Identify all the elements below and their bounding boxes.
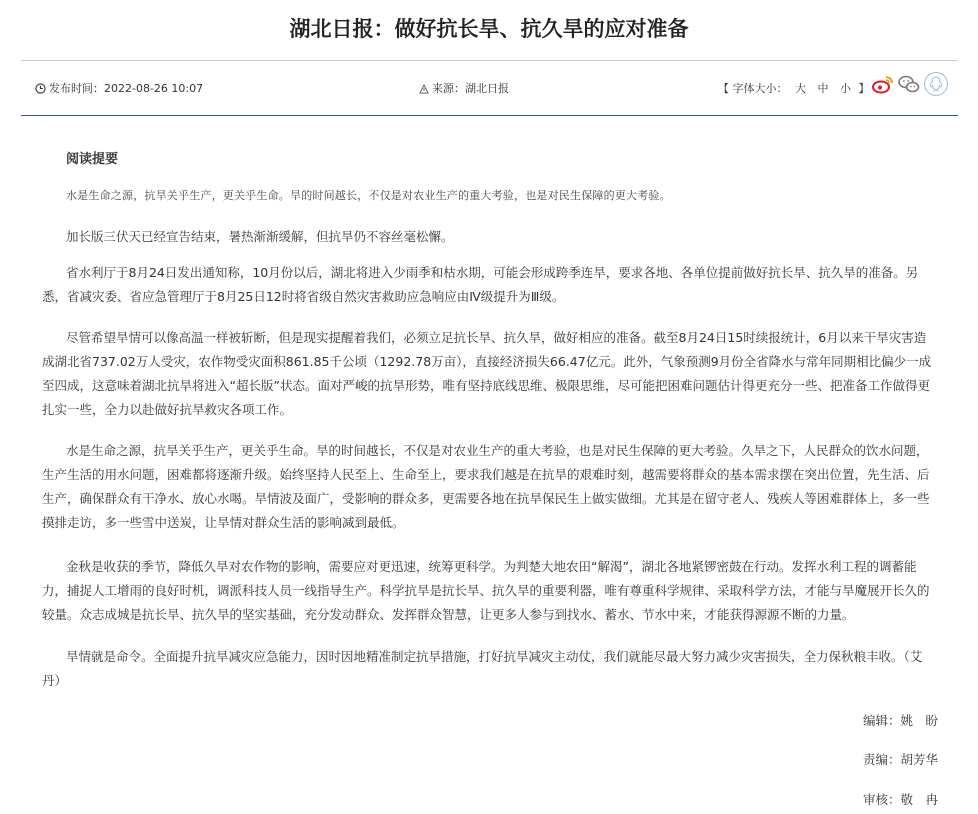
font-size-small-button[interactable]: 小 <box>840 82 851 95</box>
weibo-share-icon[interactable] <box>871 72 895 96</box>
font-bracket-close: 】 <box>858 82 870 95</box>
paragraph-2: 省水利厅于8月24日发出通知称，10月份以后，湖北将进入少雨季和枯水期，可能会形成跨季连旱，要求各地、各单位提前做好抗长旱、抗久旱的准备。另悉，省减灾委、省应急管理厅于8月25日12时将省级自然灾害救助应急响应由Ⅳ级提升为Ⅲ级。 <box>42 265 919 304</box>
editor-credit: 编辑：姚 盼 <box>862 713 938 728</box>
paragraph-3: 尽管希望旱情可以像高温一样被斩断，但是现实提醒着我们，必须立足抗长旱、抗久旱，做好相应的准备。截至8月24日15时续报统计，6月以来干旱灾害造成湖北省737.02万人受灾，农作物受灾面积861.85千公顷（1292.78万亩），直接经济损失66.47亿元。此外，气象预测9月份全省降水与常年同期相比偏少一成至四成，这意味着湖北抗旱将进入“超长版”状态。面对严峻的抗旱形势，唯有坚持底线思维、极限思维，尽可能把困难问题估计得更充分一些、把准备工作做得更扎实一些，全力以赴做好抗旱救灾各项工作。 <box>42 330 932 417</box>
article-heading: 阅读提要 <box>66 152 119 167</box>
qq-share-icon[interactable] <box>923 71 949 97</box>
paragraph-5: 金秋是收获的季节，降低久旱对农作物的影响，需要应对更迅速，统筹更科学。为判楚大地农田“解渴”，湖北各地紧锣密鼓在行动。发挥水利工程的调蓄能力，捕捉人工增雨的良好时机，调派科技人员一线指导生产。科学抗旱是抗长旱、抗久旱的重要利器，唯有尊重科学规律、采取科学方法，才能与旱魔展开长久的较量。众志成城是抗长旱、抗久旱的坚实基础，充分发动群众、发挥群众智慧，让更多人参与到找水、蓄水、节水中来，才能获得源源不断的力量。 <box>42 559 930 622</box>
article-title: 湖北日报：做好抗长旱、抗久旱的应对准备 <box>289 17 689 41</box>
reviewer-credit: 审核：敬 冉 <box>862 792 938 807</box>
font-size-control <box>718 82 870 96</box>
article-summary: 水是生命之源，抗旱关乎生产，更关乎生命。旱的时间越长，不仅是对农业生产的重大考验，也是对民生保障的更大考验。 <box>66 189 671 202</box>
paragraph-4: 水是生命之源，抗旱关乎生产，更关乎生命。旱的时间越长，不仅是对农业生产的重大考验，也是对民生保障的更大考验。久旱之下，人民群众的饮水问题，生产生活的用水问题，困难都将逐渐升级。始终坚持人民至上、生命至上，要求我们越是在抗旱的艰难时刻，越需要将群众的基本需求摆在突出位置，先生活、后生产，确保群众有干净水、放心水喝。旱情波及面广，受影响的群众多，更需要各地在抗旱保民生上做实做细。尤其是在留守老人、残疾人等困难群体上，多一些摸排走访，多一些雪中送炭，让旱情对群众生活的影响减到最低。 <box>42 443 930 530</box>
font-size-label: 字体大小： <box>732 82 788 95</box>
source-icon <box>419 84 429 94</box>
publish-date <box>35 82 203 96</box>
article-source <box>419 82 509 96</box>
responsible-editor-credit: 责编：胡芳华 <box>862 752 938 767</box>
article-meta-bar <box>21 60 958 116</box>
font-size-large-button[interactable]: 大 <box>795 82 806 95</box>
paragraph-6: 旱情就是命令。全面提升抗旱减灾应急能力，因时因地精准制定抗旱措施，打好抗旱减灾主动仗，我们就能尽最大努力减少灾害损失，全力保秋粮丰收。（艾丹） <box>42 649 923 688</box>
font-size-medium-button[interactable]: 中 <box>817 82 829 95</box>
wechat-share-icon[interactable] <box>897 72 921 96</box>
article-source-text: 来源：湖北日报 <box>432 82 509 95</box>
font-bracket-open: 【 <box>718 82 729 95</box>
clock-icon <box>35 83 46 94</box>
publish-date-text: 发布时间：2022-08-26 10:07 <box>49 82 204 95</box>
paragraph-1: 加长版三伏天已经宣告结束，暑热渐渐缓解，但抗旱仍不容丝毫松懈。 <box>66 229 454 244</box>
